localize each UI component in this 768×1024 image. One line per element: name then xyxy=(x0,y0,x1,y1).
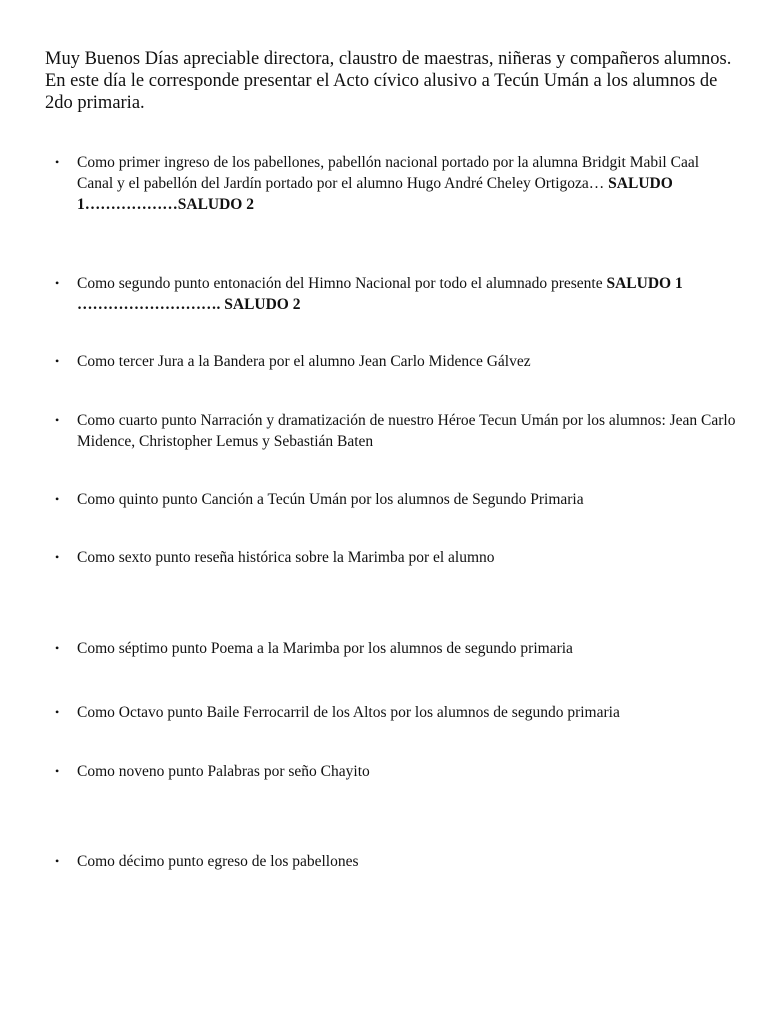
list-item xyxy=(55,851,737,872)
list-item xyxy=(55,351,737,372)
list-item-text: Como primer ingreso de los pabellones, pabellón nacional portado por la alumna Bridgit Mabil Caal Canal y el pabellón del Jardín portado por el alumno Hugo André Cheley Ortigoza… xyxy=(77,154,700,192)
list-item-text: Como segundo punto entonación del Himno Nacional por todo el alumnado presente xyxy=(77,275,607,292)
list-item xyxy=(55,152,737,215)
list-item-text: Como séptimo punto Poema a la Marimba por los alumnos de segundo primaria xyxy=(77,640,573,657)
bullet-icon: • xyxy=(55,492,60,506)
bullet-icon: • xyxy=(55,413,60,427)
bullet-icon: • xyxy=(55,854,60,868)
list-item-text: Como décimo punto egreso de los pabellones xyxy=(77,853,359,870)
bullet-icon: • xyxy=(55,354,60,368)
list-item-text: Como sexto punto reseña histórica sobre la Marimba por el alumno xyxy=(77,549,495,566)
list-item xyxy=(55,547,737,568)
bullet-icon: • xyxy=(55,550,60,564)
list-item xyxy=(55,638,737,659)
bullet-icon: • xyxy=(55,155,60,169)
list-item-text: Como tercer Jura a la Bandera por el alumno Jean Carlo Midence Gálvez xyxy=(77,353,531,370)
list-item xyxy=(55,410,737,452)
intro-paragraph: Muy Buenos Días apreciable directora, claustro de maestras, niñeras y compañeros alumnos. En este día le corresponde presentar el Acto cívico alusivo a Tecún Umán a los alumnos de 2do primaria. xyxy=(45,49,732,113)
bullet-icon: • xyxy=(55,705,60,719)
list-item xyxy=(55,273,737,315)
list-item-text: Como quinto punto Canción a Tecún Umán por los alumnos de Segundo Primaria xyxy=(77,491,584,508)
bullet-icon: • xyxy=(55,641,60,655)
list-item-text: Como noveno punto Palabras por seño Chayito xyxy=(77,763,370,780)
list-item-text: Como Octavo punto Baile Ferrocarril de los Altos por los alumnos de segundo primaria xyxy=(77,704,620,721)
bullet-icon: • xyxy=(55,276,60,290)
list-item xyxy=(55,489,737,510)
list-item xyxy=(55,702,737,723)
list-item-text: Como cuarto punto Narración y dramatización de nuestro Héroe Tecun Umán por los alumnos: Jean Carlo Midence, Christopher Lemus y Sebastián Baten xyxy=(77,412,736,450)
list-item-bold: SALUDO 1 ………………………. SALUDO 2 xyxy=(77,275,683,313)
list-item xyxy=(55,761,737,782)
list-item-bold: SALUDO 1………………SALUDO 2 xyxy=(77,175,673,213)
bullet-icon: • xyxy=(55,764,60,778)
